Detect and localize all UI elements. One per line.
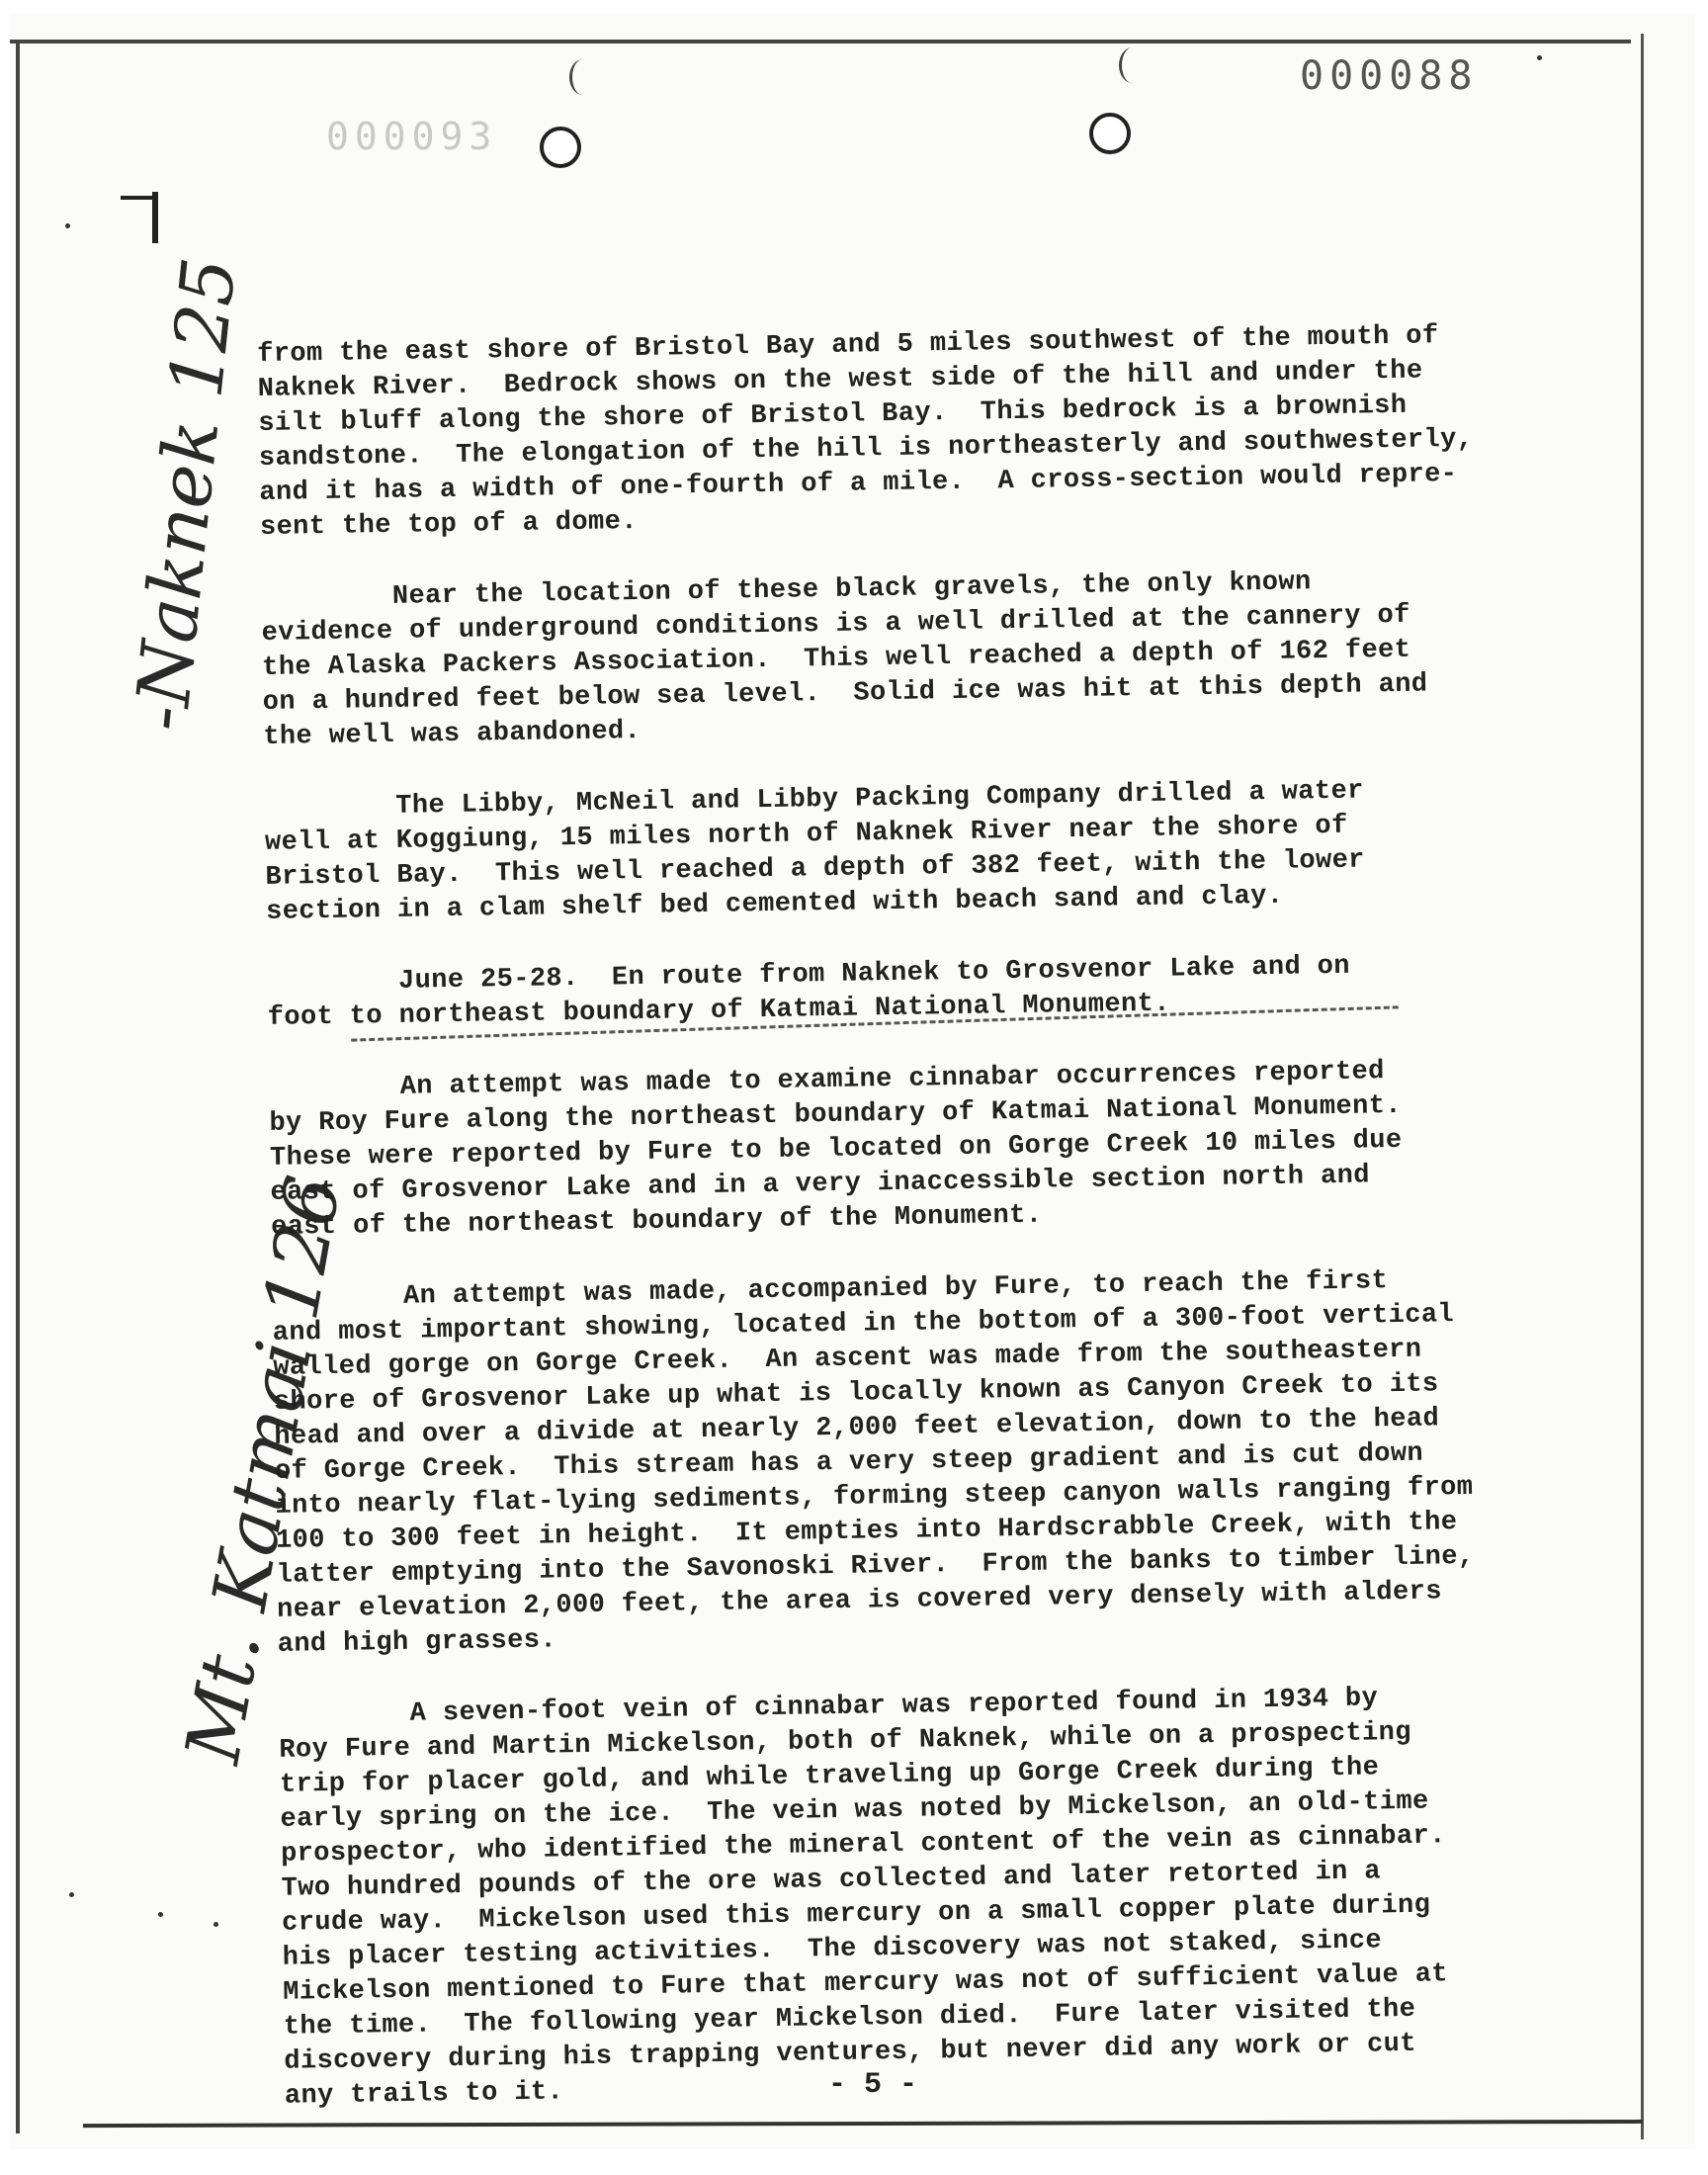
- text-line: sent the top of a dome.: [259, 506, 639, 543]
- text-line: near elevation 2,000 feet, the area is covered very densely with alders: [276, 1577, 1443, 1625]
- text-line: An attempt was made, accompanied by Fure, to reach the first: [272, 1266, 1389, 1314]
- page-border-left: [16, 40, 20, 2133]
- text-line: An attempt was made to examine cinnabar occurrences reported: [268, 1057, 1386, 1104]
- margin-mark: [121, 196, 156, 200]
- document-body: [257, 319, 1501, 2151]
- text-line: the Alaska Packers Association. This well reached a depth of 162 feet: [262, 635, 1411, 683]
- paragraph: [267, 948, 1484, 1036]
- punch-arc-icon: [1119, 47, 1146, 83]
- punch-hole-icon: [540, 127, 581, 168]
- margin-dot: [158, 1912, 163, 1917]
- text-line: silt bluff along the shore of Bristol Bay. This bedrock is a brownish: [258, 391, 1408, 439]
- margin-dot: [65, 223, 70, 228]
- text-line: Mickelson mentioned to Fure that mercury was not of sufficient value at: [283, 1959, 1449, 2008]
- text-line: trip for placer gold, and while traveling up Gorge Creek during the: [279, 1753, 1380, 1800]
- text-line: A seven-foot vein of cinnabar was reported found in 1934 by: [278, 1684, 1379, 1731]
- text-line: by Roy Fure along the northeast boundary of Katmai National Monument.: [269, 1090, 1403, 1139]
- document-page: [10, 14, 1695, 2149]
- text-line: and high grasses.: [277, 1625, 557, 1660]
- stamp-number: 000088: [1300, 53, 1479, 99]
- text-line: east of the northeast boundary of the Monument.: [270, 1200, 1043, 1243]
- text-line: the time. The following year Mickelson died. Fure later visited the: [283, 1994, 1416, 2043]
- text-line: Bristol Bay. This well reached a depth of 382 feet, with the lower: [265, 845, 1366, 893]
- text-line: his placer testing activities. The discovery was not staked, since: [282, 1926, 1383, 1973]
- margin-dot: [69, 1892, 74, 1897]
- text-line: latter emptying into the Savonoski River. From the banks to timber line,: [276, 1541, 1475, 1591]
- margin-note-katmai: Mt. Katmai 126: [168, 1169, 358, 1770]
- paragraph: [257, 319, 1476, 546]
- text-line: section in a clam shelf bed cemented with beach sand and clay.: [265, 881, 1284, 927]
- text-line: into nearly flat-lying sediments, forming steep canyon walls ranging from: [275, 1472, 1474, 1522]
- text-line: shore of Grosvenor Lake up what is locally known as Canyon Creek to its: [273, 1369, 1439, 1418]
- text-line: of Gorge Creek. This stream has a very steep gradient and is cut down: [274, 1438, 1424, 1487]
- text-line: June 25-28. En route from Naknek to Grosvenor Lake and on: [267, 951, 1351, 999]
- text-line: Two hundred pounds of the ore was collected and later retorted in a: [281, 1857, 1382, 1904]
- text-line: crude way. Mickelson used this mercury on a small copper plate during: [281, 1890, 1431, 1939]
- text-line: the well was abandoned.: [263, 716, 641, 752]
- text-line: Near the location of these black gravels, the only known: [260, 567, 1312, 614]
- margin-dot: [1537, 55, 1542, 60]
- margin-mark: [152, 192, 158, 243]
- text-line: prospector, who identified the mineral content of the vein as cinnabar.: [280, 1821, 1446, 1870]
- text-line: 100 to 300 feet in height. It empties into Hardscrabble Creek, with the: [275, 1508, 1458, 1556]
- page-border-top: [10, 40, 1631, 44]
- text-line: well at Koggiung, 15 miles north of Naknek River near the shore of: [264, 811, 1348, 858]
- punch-arc-icon: [569, 59, 596, 95]
- ghost-stamp-number: 000093: [326, 115, 498, 158]
- margin-dot: [214, 1922, 218, 1927]
- text-line: discovery during his trapping ventures, but never did any work or cut: [284, 2029, 1417, 2077]
- margin-note-naknek: -Naknek 125: [119, 253, 253, 735]
- text-line: Naknek River. Bedrock shows on the west side of the hill and under the: [257, 356, 1423, 404]
- page-number: - 5 -: [828, 2068, 918, 2102]
- paragraph: [272, 1263, 1494, 1663]
- paragraph: [264, 773, 1482, 930]
- text-line: east of Grosvenor Lake and in a very inaccessible section north and: [270, 1161, 1371, 1208]
- text-line: early spring on the ice. The vein was noted by Mickelson, an old-time: [280, 1786, 1429, 1835]
- text-line: from the east shore of Bristol Bay and 5 miles southwest of the mouth of: [257, 321, 1439, 370]
- text-line: sandstone. The elongation of the hill is northeasterly and southwesterly,: [258, 424, 1474, 474]
- text-line: foot to northeast boundary of Katmai National Monument.: [267, 989, 1171, 1033]
- text-line: walled gorge on Gorge Creek. An ascent was made from the southeastern: [273, 1335, 1422, 1383]
- paragraph: [279, 1681, 1500, 2115]
- text-line: These were reported by Fure to be located on Gorge Creek 10 miles due: [269, 1125, 1403, 1174]
- paragraph: [269, 1054, 1488, 1246]
- text-line: The Libby, McNeil and Libby Packing Company drilled a water: [264, 776, 1364, 824]
- text-line: any trails to it.: [284, 2077, 564, 2112]
- text-line: on a hundred feet below sea level. Solid ice was hit at this depth and: [262, 669, 1428, 718]
- punch-hole-icon: [1089, 113, 1131, 154]
- page-border-right: [1641, 34, 1644, 2139]
- text-line: and it has a width of one-fourth of a mile. A cross-section would repre-: [259, 459, 1458, 508]
- paragraph: [261, 564, 1480, 755]
- text-line: and most important showing, located in the bottom of a 300-foot vertical: [272, 1300, 1455, 1348]
- text-line: Roy Fure and Martin Mickelson, both of Naknek, while on a prospecting: [279, 1717, 1412, 1766]
- text-line: evidence of underground conditions is a well drilled at the cannery of: [261, 600, 1410, 649]
- text-line: head and over a divide at nearly 2,000 feet elevation, down to the head: [274, 1404, 1440, 1452]
